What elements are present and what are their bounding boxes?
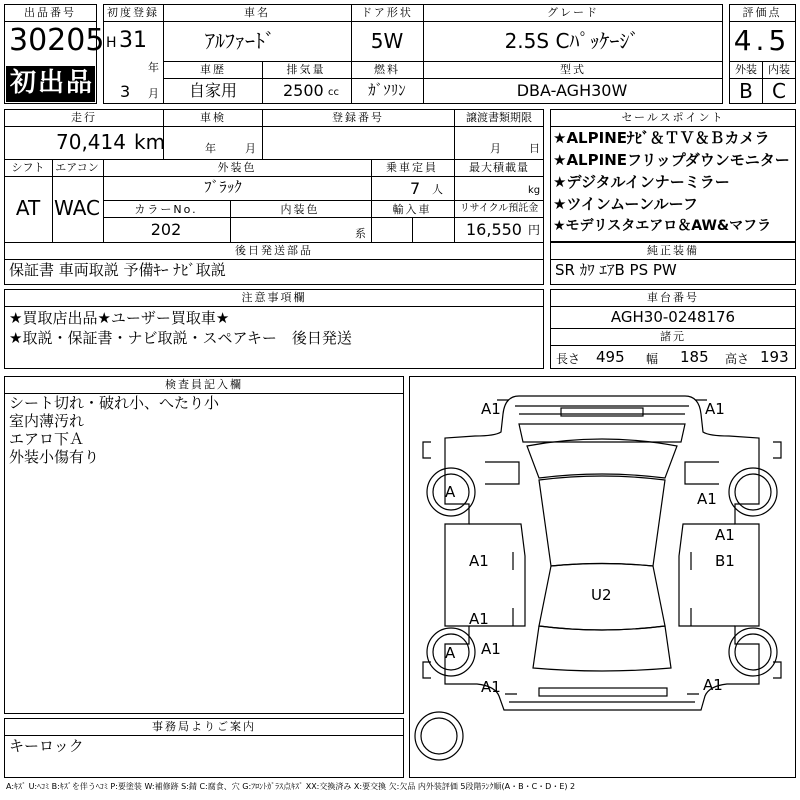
reg-year: 31 bbox=[119, 28, 147, 53]
divider bbox=[412, 217, 413, 242]
damage-mark: A1 bbox=[481, 400, 501, 418]
divider bbox=[262, 61, 263, 104]
note-line: ★取説・保証書・ナビ取説・スペアキー 後日発送 bbox=[9, 329, 352, 347]
divider bbox=[4, 126, 544, 127]
capacity-label: 乗車定員 bbox=[386, 161, 438, 174]
divider bbox=[550, 328, 796, 329]
divider bbox=[550, 259, 796, 260]
roof bbox=[539, 476, 665, 566]
divider bbox=[262, 109, 263, 159]
history-label: 車歴 bbox=[200, 63, 226, 76]
car-outline bbox=[445, 396, 759, 710]
damage-mark: B1 bbox=[715, 552, 735, 570]
divider bbox=[454, 109, 455, 159]
int-color-label: 内装色 bbox=[280, 203, 320, 216]
year-unit: 年 bbox=[148, 61, 159, 74]
later-label: 後日発送部品 bbox=[235, 244, 313, 257]
divider bbox=[550, 126, 796, 127]
sales-label: セールスポイント bbox=[621, 111, 725, 124]
spare-wheel bbox=[415, 712, 463, 760]
door-label: ドア形状 bbox=[361, 6, 413, 19]
grade-label: グレード bbox=[547, 6, 599, 19]
divider bbox=[4, 306, 544, 307]
grade: 2.5S Cﾊﾟｯｹｰｼﾞ bbox=[504, 29, 640, 53]
exterior-label: 外装 bbox=[735, 63, 757, 76]
inspection-month-unit: 月 bbox=[245, 142, 256, 155]
load-label: 最大積載量 bbox=[469, 161, 529, 174]
note-line: ★買取店出品★ユーザー買取車★ bbox=[9, 309, 230, 327]
mileage-unit: km bbox=[134, 130, 166, 154]
height-label: 高さ bbox=[725, 352, 750, 366]
displacement: 2500 bbox=[283, 81, 324, 100]
shift: AT bbox=[15, 196, 41, 220]
divider bbox=[4, 259, 544, 260]
transfer-day-unit: 日 bbox=[529, 142, 540, 155]
inspector-line: 外装小傷有り bbox=[9, 448, 100, 466]
length-label: 長さ bbox=[556, 352, 581, 366]
rear-lights bbox=[539, 688, 667, 696]
divider bbox=[163, 78, 723, 79]
spec-label: 諸元 bbox=[660, 330, 686, 343]
width: 185 bbox=[680, 348, 709, 366]
displacement-label: 排気量 bbox=[286, 63, 326, 76]
mileage-label: 走行 bbox=[71, 111, 97, 124]
inspector-line: シート切れ・破れ小、へたり小 bbox=[9, 394, 220, 412]
divider bbox=[103, 159, 104, 242]
name-label: 車名 bbox=[244, 6, 270, 19]
recycle-label: リサイクル預託金 bbox=[459, 203, 539, 214]
damage-mark: A1 bbox=[469, 610, 489, 628]
color-no: 202 bbox=[150, 220, 182, 239]
ext-color-label: 外装色 bbox=[217, 161, 257, 174]
shift-label: シフト bbox=[11, 161, 45, 174]
damage-mark: A1 bbox=[481, 640, 501, 658]
ac-label: エアコン bbox=[55, 161, 99, 174]
mirror-left bbox=[485, 462, 519, 484]
height: 193 bbox=[760, 348, 789, 366]
rear-roof bbox=[533, 626, 671, 671]
rating-score: 4.5 bbox=[733, 24, 791, 57]
divider bbox=[4, 21, 97, 22]
sales-point: ★デジタルインナーミラー bbox=[553, 173, 730, 191]
divider bbox=[103, 21, 723, 22]
divider bbox=[550, 306, 796, 307]
divider bbox=[762, 61, 763, 104]
inspection-label: 車検 bbox=[200, 111, 226, 124]
damage-mark: A1 bbox=[703, 676, 723, 694]
divider bbox=[729, 21, 796, 22]
damage-mark: A1 bbox=[481, 678, 501, 696]
interior-label: 内装 bbox=[768, 63, 790, 76]
first-listing-text: 初出品 bbox=[10, 68, 95, 98]
lot-number: 30205 bbox=[9, 23, 105, 58]
import-label: 輸入車 bbox=[392, 203, 432, 216]
inspection-year-unit: 年 bbox=[205, 142, 216, 155]
inspector-line: 室内薄汚れ bbox=[9, 412, 85, 430]
displacement-unit: cc bbox=[328, 87, 339, 98]
lot-number-label: 出品番号 bbox=[24, 6, 76, 19]
model-code: DBA-AGH30W bbox=[516, 81, 628, 100]
era: H bbox=[106, 35, 117, 51]
divider bbox=[4, 159, 544, 160]
front-bumper bbox=[497, 400, 707, 414]
damage-mark: A bbox=[445, 483, 456, 501]
damage-mark: U2 bbox=[591, 586, 612, 604]
damage-mark: A1 bbox=[705, 400, 725, 418]
divider bbox=[454, 159, 455, 242]
damage-mark: A1 bbox=[715, 526, 735, 544]
reg-month: 3 bbox=[120, 82, 131, 101]
divider bbox=[52, 159, 53, 242]
divider bbox=[351, 61, 352, 104]
width-label: 幅 bbox=[646, 352, 659, 366]
divider bbox=[550, 345, 796, 346]
office-text: キーロック bbox=[9, 737, 84, 755]
fuel: ｶﾞｿﾘﾝ bbox=[368, 81, 406, 99]
recycle-unit: 円 bbox=[528, 223, 541, 237]
sales-point: ★モデリスタエアロ＆AW&マフラ bbox=[553, 218, 772, 234]
divider bbox=[423, 4, 424, 61]
interior-grade: C bbox=[772, 79, 786, 103]
model-label: 型式 bbox=[560, 63, 586, 76]
mileage: 70,414 bbox=[56, 130, 126, 154]
transfer-month-unit: 月 bbox=[490, 142, 501, 155]
history: 自家用 bbox=[188, 81, 238, 100]
car-damage-diagram bbox=[409, 376, 796, 778]
inspector-label: 検査員記入欄 bbox=[165, 378, 243, 391]
sales-point: ★ALPINEﾅﾋﾞ＆ＴＶ＆Ｂカメラ bbox=[553, 129, 770, 147]
wheel-rear-right bbox=[729, 628, 777, 676]
later-items: 保証書 車両取説 予備ｷｰ ﾅﾋﾞ取説 bbox=[9, 261, 226, 279]
chassis-number: AGH30-0248176 bbox=[610, 308, 736, 326]
divider bbox=[230, 200, 231, 242]
equipment-label: 純正装備 bbox=[647, 244, 699, 257]
divider bbox=[351, 4, 352, 61]
divider bbox=[103, 217, 544, 218]
divider bbox=[371, 159, 372, 200]
notes-label: 注意事項欄 bbox=[241, 291, 307, 304]
int-color-unit: 系 bbox=[355, 227, 366, 240]
divider bbox=[4, 176, 544, 177]
ac: WAC bbox=[54, 196, 100, 220]
rating-label: 評価点 bbox=[742, 6, 782, 19]
damage-mark: A1 bbox=[697, 490, 717, 508]
fuel-label: 燃料 bbox=[374, 63, 400, 76]
divider bbox=[163, 61, 723, 62]
transfer-label: 譲渡書類期限 bbox=[466, 111, 532, 124]
first-reg-label: 初度登録 bbox=[107, 6, 159, 19]
capacity-unit: 人 bbox=[432, 183, 443, 196]
office-label: 事務局よりご案内 bbox=[152, 720, 256, 733]
color-no-label: カラーNo. bbox=[134, 203, 198, 216]
divider bbox=[423, 61, 424, 104]
ext-color: ﾌﾞﾗｯｸ bbox=[204, 178, 242, 196]
wheel-front-right bbox=[729, 468, 777, 516]
length: 495 bbox=[596, 348, 625, 366]
vehicle-name: ｱﾙﾌｧｰﾄﾞ bbox=[205, 29, 275, 53]
windshield bbox=[527, 439, 677, 478]
recycle-amount: 16,550 bbox=[466, 220, 522, 239]
chassis-label: 車台番号 bbox=[647, 291, 699, 304]
door-type: 5W bbox=[370, 29, 404, 53]
divider bbox=[103, 200, 544, 201]
divider bbox=[163, 4, 164, 104]
damage-mark: A1 bbox=[469, 552, 489, 570]
divider bbox=[371, 200, 372, 242]
sales-point: ★ALPINEフリップダウンモニター bbox=[553, 151, 790, 169]
mirror-right bbox=[685, 462, 719, 484]
sales-point: ★ツインムーンルーフ bbox=[553, 195, 698, 213]
exterior-grade: B bbox=[739, 79, 753, 103]
divider bbox=[4, 242, 544, 243]
load-unit: kg bbox=[528, 185, 541, 196]
legend: A:ｷｽﾞ U:ﾍｺﾐ B:ｷｽﾞを伴うﾍｺﾐ P:要塗装 W:補修跡 S:錆 C:腐食、穴 G:ﾌﾛﾝﾄｶﾞﾗｽ点ｷｽﾞ XX:交換済み X:要交換 欠:欠品 内外装評価 5段階ﾗﾝｸ順(A・B・C・D・E) 2 bbox=[6, 782, 576, 791]
divider bbox=[4, 735, 404, 736]
plate-label: 登録番号 bbox=[332, 111, 384, 124]
inspector-line: エアロ下Ａ bbox=[9, 430, 85, 448]
equipment: SR ｶﾜ ｴｱB PS PW bbox=[555, 261, 677, 279]
damage-mark: A bbox=[445, 644, 456, 662]
capacity: 7 bbox=[410, 179, 421, 198]
front-grille bbox=[561, 408, 643, 416]
month-unit: 月 bbox=[148, 87, 159, 100]
